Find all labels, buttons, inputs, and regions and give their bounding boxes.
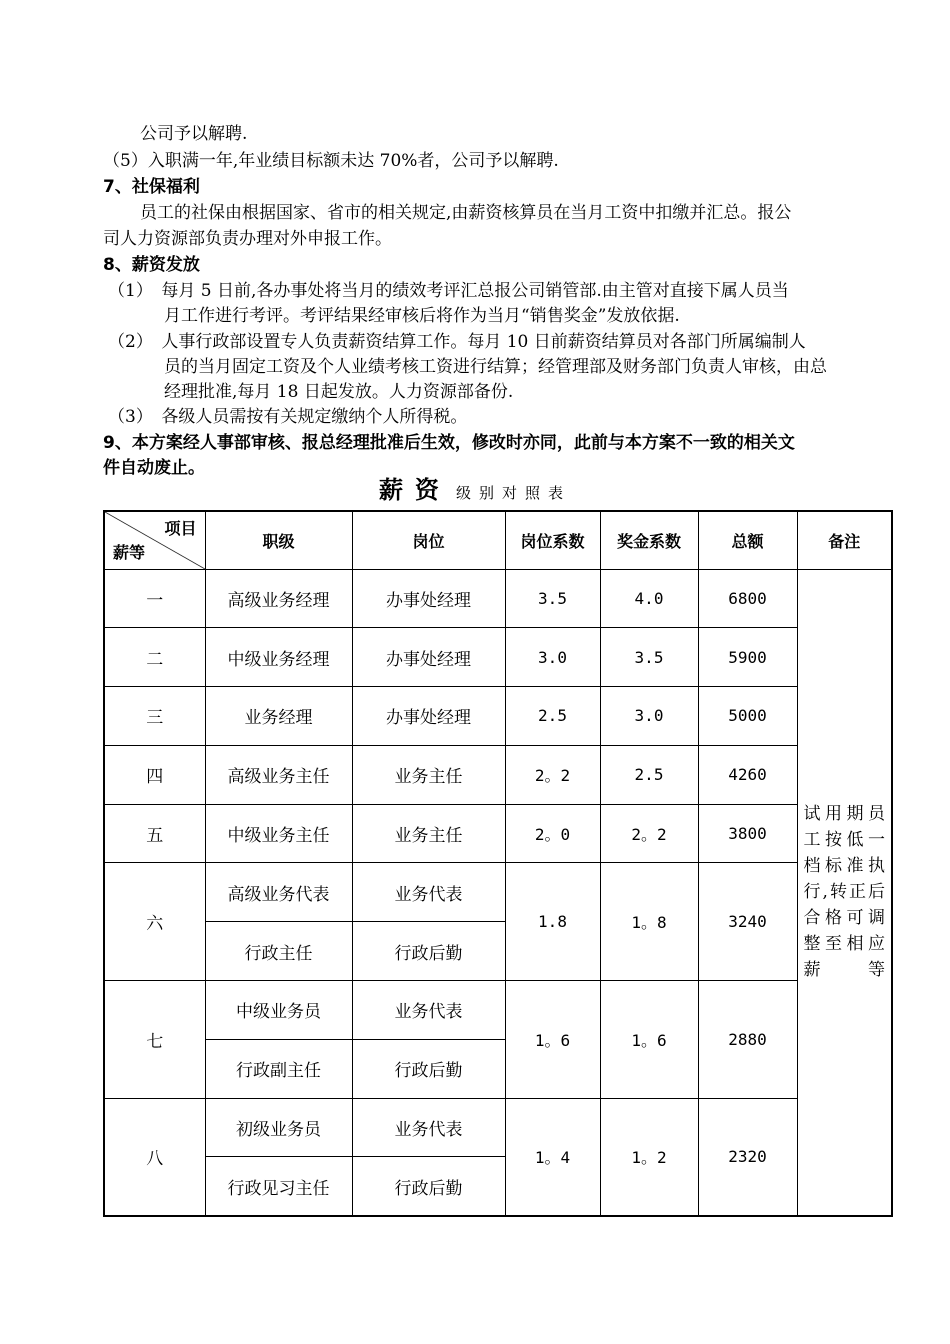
rank-cell: 中级业务经理 [205,628,352,687]
table-title [0,470,950,505]
post-coef-cell: 2.5 [505,687,600,746]
bonus-coef-cell: 4.0 [600,569,698,628]
rank-cell: 中级业务员 [205,981,352,1040]
text-line: 员工的社保由根据国家、省市的相关规定,由薪资核算员在当月工资中扣缴并汇总。报公 [140,203,792,223]
post-cell: 行政后勤 [352,1157,505,1216]
table-row [104,863,892,922]
grade-cell: 二 [104,628,205,687]
section-heading: 7、社保福利 [103,177,200,197]
post-cell: 业务代表 [352,981,505,1040]
post-cell: 行政后勤 [352,1039,505,1098]
post-cell: 业务主任 [352,745,505,804]
rank-cell: 行政主任 [205,922,352,981]
header-item-label: 项目 [164,519,197,538]
text-line: 月工作进行考评。考评结果经审核后将作为当月“销售奖金”发放依据. [164,306,680,326]
rank-cell: 行政见习主任 [205,1157,352,1216]
total-cell: 3240 [698,863,797,981]
table-row [104,804,892,863]
total-cell: 3800 [698,804,797,863]
rank-cell: 中级业务主任 [205,804,352,863]
table-title-main: 薪资 [378,475,451,504]
table-row [104,1098,892,1157]
table-row [104,569,892,628]
remark-cell: 试用期员工按低一档标准执行,转正后合格可调整至相应薪等 [797,569,892,1216]
post-cell: 行政后勤 [352,922,505,981]
text-line: 经理批准,每月 18 日起发放。人力资源部备份. [164,382,514,402]
header-rank: 职级 [205,511,352,569]
post-coef-cell: 1.8 [505,863,600,981]
grade-cell: 四 [104,745,205,804]
bonus-coef-cell: 3.0 [600,687,698,746]
header-remark: 备注 [797,511,892,569]
grade-cell: 三 [104,687,205,746]
rank-cell: 高级业务经理 [205,569,352,628]
rank-cell: 行政副主任 [205,1039,352,1098]
table-row [104,628,892,687]
grade-cell: 五 [104,804,205,863]
text-line: 公司予以解聘. [140,124,248,144]
table-row [104,981,892,1040]
table-header-row [104,511,892,569]
header-total: 总额 [698,511,797,569]
post-coef-cell: 2。0 [505,804,600,863]
rank-cell: 业务经理 [205,687,352,746]
grade-cell: 六 [104,863,205,981]
post-cell: 办事处经理 [352,628,505,687]
rank-cell: 高级业务代表 [205,863,352,922]
text-line: 司人力资源部负责办理对外申报工作。 [103,229,392,249]
header-post-coef: 岗位系数 [505,511,600,569]
header-post: 岗位 [352,511,505,569]
post-coef-cell: 1。4 [505,1098,600,1216]
post-cell: 办事处经理 [352,569,505,628]
total-cell: 6800 [698,569,797,628]
post-cell: 业务代表 [352,1098,505,1157]
bonus-coef-cell: 3.5 [600,628,698,687]
grade-cell: 八 [104,1098,205,1216]
total-cell: 4260 [698,745,797,804]
section-heading: 件自动废止。 [103,458,205,478]
post-coef-cell: 3.0 [505,628,600,687]
text-line: （2） 人事行政部设置专人负责薪资结算工作。每月 10 日前薪资结算员对各部门所属编制人 [108,332,806,352]
grade-cell: 一 [104,569,205,628]
salary-grade-table [103,510,893,1217]
total-cell: 2320 [698,1098,797,1216]
total-cell: 5900 [698,628,797,687]
grade-cell: 七 [104,981,205,1099]
header-bonus-coef: 奖金系数 [600,511,698,569]
text-line: （5）入职满一年,年业绩目标额未达 70%者，公司予以解聘. [103,151,559,171]
section-heading: 8、薪资发放 [103,255,200,275]
bonus-coef-cell: 1。2 [600,1098,698,1216]
rank-cell: 高级业务主任 [205,745,352,804]
bonus-coef-cell: 1。6 [600,981,698,1099]
total-cell: 2880 [698,981,797,1099]
text-line: 员的当月固定工资及个人业绩考核工资进行结算；经管理部及财务部门负责人审核，由总 [164,357,827,377]
bonus-coef-cell: 2.5 [600,745,698,804]
post-coef-cell: 3.5 [505,569,600,628]
bonus-coef-cell: 1。8 [600,863,698,981]
total-cell: 5000 [698,687,797,746]
header-grade-label: 薪等 [113,542,146,562]
table-row [104,745,892,804]
rank-cell: 初级业务员 [205,1098,352,1157]
bonus-coef-cell: 2。2 [600,804,698,863]
post-coef-cell: 2。2 [505,745,600,804]
post-cell: 业务主任 [352,804,505,863]
section-heading: 9、本方案经人事部审核、报总经理批准后生效，修改时亦同，此前与本方案不一致的相关文 [103,433,795,453]
table-row [104,687,892,746]
diagonal-header-cell [104,511,205,569]
post-cell: 办事处经理 [352,687,505,746]
table-title-sub: 级别对照表 [456,484,572,502]
post-coef-cell: 1。6 [505,981,600,1099]
text-line: （1） 每月 5 日前,各办事处将当月的绩效考评汇总报公司销管部.由主管对直接下属人员当 [108,281,789,301]
text-line: （3） 各级人员需按有关规定缴纳个人所得税。 [108,407,468,427]
post-cell: 业务代表 [352,863,505,922]
